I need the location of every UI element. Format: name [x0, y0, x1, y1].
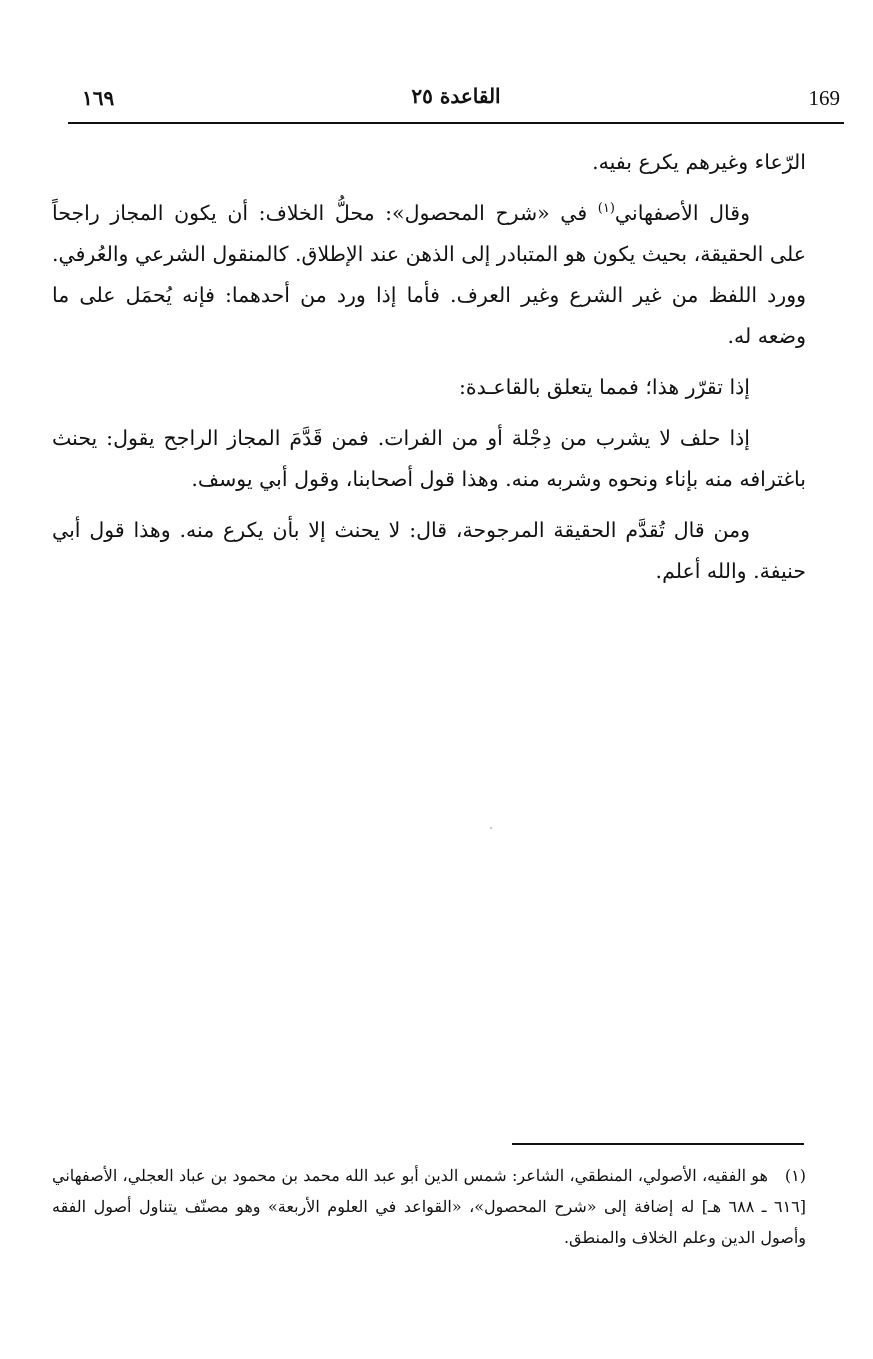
- paragraph-2-body: في «شرح المحصول»: محلُّ الخلاف: أن يكون المجاز راجحاً على الحقيقة، بحيث يكون هو المتبادر إلى الذهن عند الإطلاق. كالمنقول الشرعي والعُرفي. وورد اللفظ من غير الشرع وغير العرف. فأما إذا ورد من أحدهما: فإنه يُحمَل على ما وضعه له.: [52, 201, 806, 348]
- main-text: [52, 142, 806, 602]
- footnote-marker: (١): [784, 1166, 806, 1185]
- paragraph-2: [52, 193, 806, 357]
- paragraph-1: الرّعاء وغيرهم يكرع بفيه.: [592, 150, 806, 174]
- footnote-text: هو الفقيه، الأصولي، المنطقي، الشاعر: شمس الدين أبو عبد الله محمد بن محمود بن عباد العجلي، الأصفهاني [٦١٦ ـ ٦٨٨ هـ] له إضافة إلى «شرح المحصول»، «القواعد في العلوم الأربعة» وهو مصنّف يتناول أصول الفقه وأصول الدين وعلم الخلاف والمنطق.: [52, 1166, 807, 1247]
- paragraph-2-lead: وقال الأصفهاني: [614, 201, 750, 225]
- page-number-latin: 169: [808, 86, 840, 110]
- running-header: [68, 84, 844, 116]
- paragraph-4: إذا حلف لا يشرب من دِجْلة أو من الفرات. فمن قَدَّمَ المجاز الراجح يقول: يحنث باغترافه منه بإناء ونحوه وشربه منه. وهذا قول أصحابنا، وقول أبي يوسف.: [52, 426, 806, 491]
- paragraph-5: ومن قال تُقدَّم الحقيقة المرجوحة، قال: لا يحنث إلا بأن يكرع منه. وهذا قول أبي حنيفة. والله أعلم.: [52, 518, 806, 583]
- footnote: [52, 1160, 806, 1253]
- scan-speck: [490, 827, 492, 829]
- footnote-reference: (١): [597, 201, 615, 217]
- footnote-rule: [512, 1143, 804, 1145]
- header-rule: [68, 122, 844, 124]
- paragraph-3: إذا تقرّر هذا؛ فمما يتعلق بالقاعـدة:: [458, 375, 750, 399]
- page-number-arabic: ١٦٩: [82, 86, 115, 110]
- header-title: القاعدة ٢٥: [411, 84, 501, 108]
